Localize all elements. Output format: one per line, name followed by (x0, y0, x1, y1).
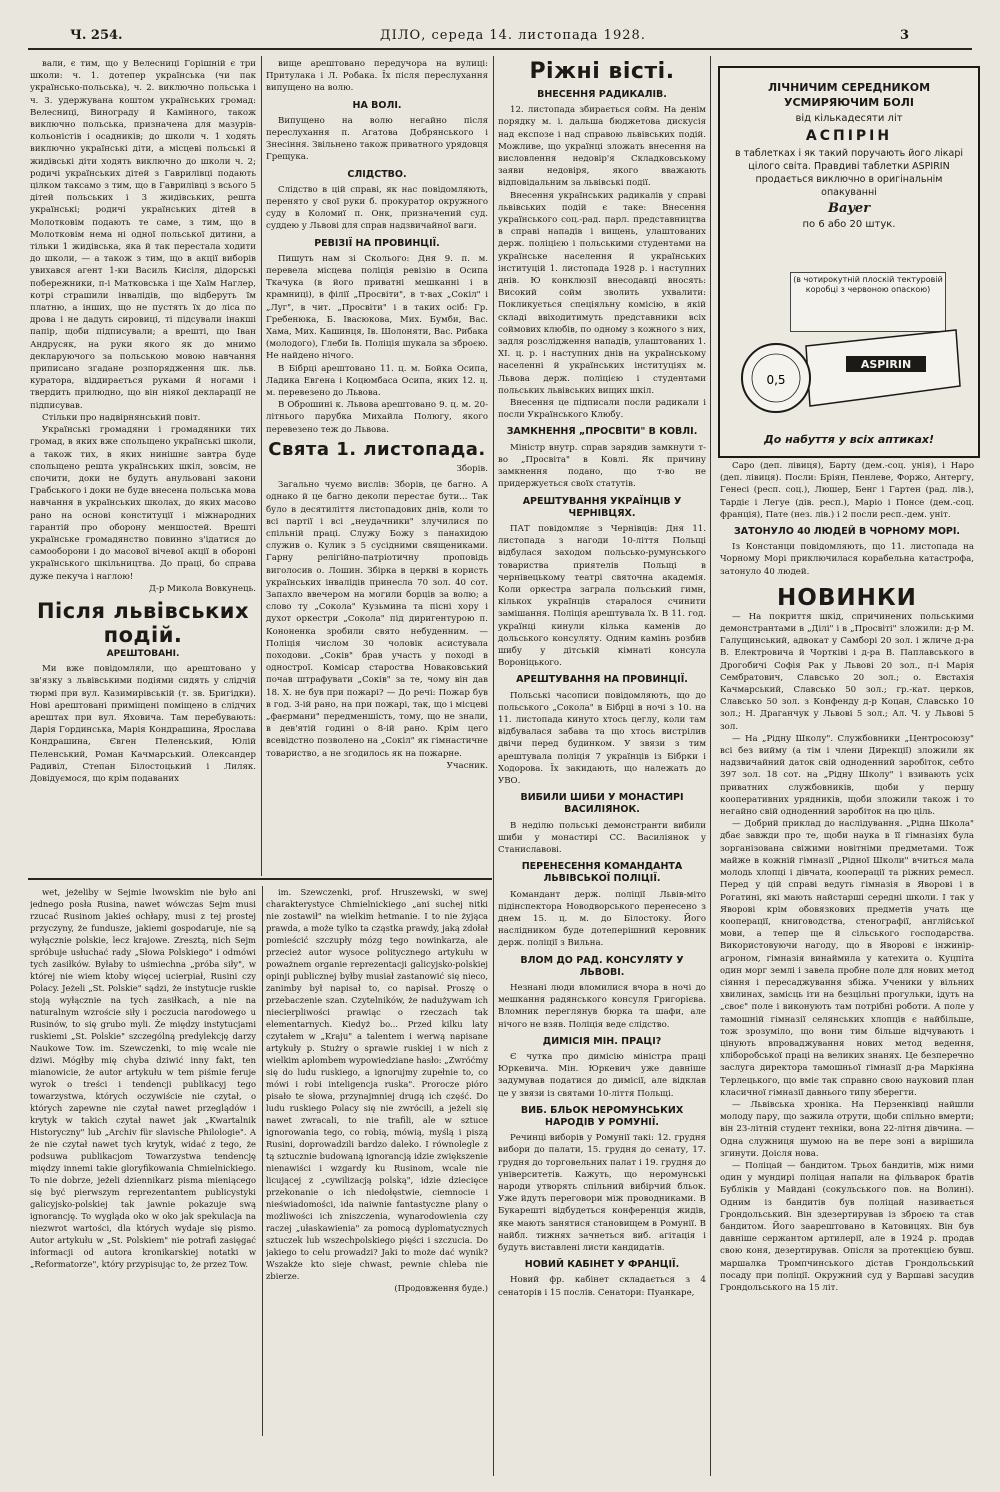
article-subhead: АРЕШТОВАНІ. (106, 648, 180, 659)
article-paragraph: Внесення це підписали посли радикали і посли Українського Клюбу. (498, 398, 706, 421)
section-heading: ЗАТОНУЛО 40 ЛЮДЕЙ В ЧОРНОМУ МОРІ. (734, 526, 960, 538)
section-heading: ДИМІСІЯ МІН. ПРАЦІ? (542, 1035, 662, 1047)
article-paragraph: Незнані люди вломилися вчора в ночі до мешкання радянського консуля Григорієва. Вломник переглянув бюрка та шафи, але нічого не взяв. Поліція веде слідство. (498, 983, 706, 1030)
package-label: ASPIRIN (860, 358, 912, 371)
article-paragraph: Речинці виборів у Ромунії такі: 12. грудня вибори до палати, 15. грудня до сенату, 17. грудня до торговельних палат і 19. грудня до університетів. Кажуть, що неромунські народи утворять спільний вибірчий бльок. Уже йдуть переговори між проводниками. В Букарешті відбудеться конференція жидів, яке мають занятися становищем в Ромунії. В найбл. тижнях зачнеться виб. агітація і будуть виставлені листи кандидатів. (498, 1133, 706, 1254)
article-paragraph: Українські громадяни і громадяники тих громад, в яких вже спольщено українські школи, а також тих, в яких нинішнє завтра буде спольщено решта українських шкіл, зовсім, не спочити, доки не будуть анульовані закони Грабського і доки не буде внесена польська мова навчання в українських школах, до яких масово рано на основі конституції і міжнародних гарантій про оборону меншостей. Врешті українське громадянство повинно з'ідатися до самооборони і до масової вічевої акції в обороні українського шкільництва. До праці, бо справа дуже пекуча і наглою! (30, 425, 256, 582)
article-paragraph: В неділю польські демонстранти вибили шиби у монастирі СС. Василіянок у Станиславові. (498, 820, 706, 855)
byline: Зборів. (456, 463, 488, 474)
article-paragraph: Новий фр. кабінет складається з 4 сенаторів і 15 послів. Сенатори: Пуанкаре, (498, 1275, 706, 1298)
page-number: 3 (900, 28, 910, 43)
issue-number: Ч. 254. (70, 28, 123, 43)
article-paragraph: Пишуть нам зі Сколього: Дня 9. п. м. перевела місцева поліція ревізію в Осипа Ткачука (в його приватні мешканні і в крамниці), в філії „Просвіти", в т-вах „Сокіл" і „Луг", в чит. „Просвіти" і в таких осіб: Гр. Гребенюка, Б. Івасюкова, Мих. Бумби, Вас. Хама, Мих. Кашинця, Ів. Шолоняти, Вас. Рибака (молодого), Глеби Ів. Поліція шукала за зброєю. Не найдено нічого. (266, 253, 488, 362)
news-item: — На покриття шкід, спричинених польськими демонстрантами в „Ділі" і в „Просвіті" зложили: д-р М. Галущинський, адвокат у Самборі 20 зол. і жличе д-ра В. Електровича й Чортківі і д-ра В. Паплавського в Дрогобичі Софія Рак у Львові 20 зол., п-і Марія Сембратович, Славсько 20 зол.; о. Евстахія Качмарський, Славсько 50 зол.; гр.-кат. церков, Славсько 50 зол. з Конфенду д-р Коцан, Славсько 10 зол.; Н. Драганчук у Львові 5 зол.; Ал. Ч. у Львові 5 зол. (720, 611, 974, 732)
article-paragraph: im. Szewczenki, prof. Hruszewski, w swej charakterystyce Chmielnickiego „ani suchej nitki nie zostawił" na wielkim hetmanie. I to nie żyjąca prawda, a może tylko ta cząstka prawdy, jaką zdołał pomieścić szczupły mózg tego nowinkarza, ale przecież autor wysoce politycznego artykułu w poważnem organie reprezentacji galicyjsko-polskiej opinji publicznej byłby musiał zastanowić się nieco, zanimby był napisał to, co napisał. Proszę o przebaczenie szan. Czytelników, że nadużywam ich niecierpliwości prawiąc o rzeczach tak elementarnych. Kiedyż bo... Przed kilku laty czytałem w „Kraju" a talentem i werwą napisane artykuły p. Stużry o sprawie ruskiej i w nich z wielkim aplombem wypowiedziane hasło: „Zwróćmy się do ludu ruskiego, a ignorujmy zupełnie to, co mówi i robi inteligencja ruska". Prorocze pióro pisało te słowa, przynajmniej drugą ich część. Do ludu ruskiego Polacy się nie zwrócili, a jeżeli się nawet zwracali, to nie trafili, ale w sztuce ignorowania tego, co robią, mówią, myślą i piszą Rusini, doprowadzili bardzo daleko. I równolegle z tą sztucznie budowaną ignorancją idzie zwiększenie nienawiści i wzgardy ku Rusinom, wcale nie licującej z „cywilizacją polską", idzie dziecięce przekonanie o ich niedołęstwie, ciemnocie i nieświadomości, ida naiwnie fantastyczne plany o możliwości ich zniszczenia, wynarodowienia czy raczej „ułaskawienia" za pomocą dyplomatycznych sztuczek lub wszechpolskiego pięści i szczucia. Do jakiego to celu prowadzi? Jaki to może dać wynik? Wszakże kto sieje chwast, pewnie chleba nie zbierze. (266, 887, 488, 1281)
section-heading: НОВИЙ КАБІНЕТ У ФРАНЦІЇ. (524, 1259, 680, 1271)
article-headline: Після львівських подій. (36, 598, 250, 647)
polish-column-right (266, 886, 488, 1434)
section-heading: РЕВІЗІЇ НА ПРОВИНЦІЇ. (314, 237, 440, 249)
ad-footer: До набуття у всіх аптиках! (764, 433, 934, 446)
article-paragraph: ПАТ повідомляє з Чернівців: Дня 11. листопада з нагоди 10-ліття Польщі відбулася заходом польсько-румунського товариства приятелів Польщі в чернівецькому театрі святочна академія. Коли оркестра заграла польський гимн, кількох українців старалося счинити замішання. Поліція арештувала їх. В 11. год. українці кинули кілька каменів до дольського консуляту. Одним камінь розбив шибу у дітській кімнаті консула Вороніцького. (498, 523, 706, 669)
section-heading: АРЕШТУВАННЯ НА ПРОВИНЦІЇ. (516, 674, 688, 686)
article-paragraph: wet, jeżeliby w Sejmie lwowskim nie było ani jednego posła Rusina, nawet wówczas Sejm musi rzucać Rusinom jakieś ochłapy, musi z tej prostej przyczyny, że fundusze, jakiemi gospodaruje, nie są wyłącznie polskie, lecz krajowe. Zresztą, nich Sejm spróbuje usłuchać rady „Słowa Polskiego" i odmówi tych zasiłków. Byłaby to uśmiechna „próba siły", w której nie wiem ktoby więcej ucierpiał, Rusini czy Polacy. Jeżeli „St. Polskie" sądzi, że instytucje ruskie stoją wyłącznie na tych zasiłkach, a nie na naturalnym wzroście siły i poczucia narodowego u Rusinów, to się grubo myli. Że między instytucjami ruskiemi „St. Polskie" szczególną predylekcję darzy Naukowe Tow. im. Szewczenki, to mię wcale nie dziwi. Mógłby mię chyba dziwić inny fakt, ten mianowicie, że autor artykułu w tem piśmie feruje wyrok o treści i tendencji publikacyj tego towarzystwa, których oczywiście nie czytał, o których zapewne nie czytał nawet przeglądów i krytyk w takich czytał nawet jak „Kwartalnik Historyczny" lub „Archiv für slavische Philologie". A że nie czytał nawet tych krytyk, widać z tego, że podsuwa publikacjom Towarzystwa tendencję między innemi takie gloryfikowania Chmielnickiego. To nie dobrze, jeżeli dziennikarz pisma mieniącego się być pierwszym reprezentantem publicystyki galicyjsko-polskiej tak jawnie pokazuje swą ignorancję. To wygląda oko w oko jak spekulacja na niezwrot wartości, dla których wydaje się pismo. Autor artykułu w „St. Polskiem" nie potrafi zasięgać informacji od autora kronikarskiej notatki w „Reformatorze", który przypisując to, że przez Tow. (30, 887, 256, 1269)
article-paragraph: Слідство в цій справі, як нас повідомляють, перенято у свої руки б. прокуратор окружного суду в Коломиї п. Онк, призначений суд. суддею у Львові для справ надзвичайної ваги. (266, 184, 488, 232)
column-2 (266, 58, 488, 876)
ad-text: в таблетках і як такий поручають його лікарі цілого світа. Правдиві таблетки ASPIRIN продається виключно в оригінальнім опакуванні (734, 148, 964, 198)
article-headline: Свята 1. листопада. (268, 438, 486, 460)
article-paragraph: Міністр внутр. справ зарядив замкнути т-во „Просвіта" в Ковлі. Як причину замкнення подано, що т-во не придержується своїх статутів. (498, 442, 706, 490)
article-paragraph: вали, є тим, що у Велесниці Горішній є три школи: ч. 1. дотепер українська (чи пак українсько-польська), ч. 2. виключно польська і ч. 3. удержувана коштом українських громад: Велесниці, Винограду й Камінного, також виключно польська, призначена для мазурів-кольоністів і осадників; до школи ч. 1 ходять виключно українські діти, а місцеві польські й жидівські діти ходять виключно до школи ч. 2; родичі українських дітей з Гаврилівці подають цілком таксамо з тим, що в Гаврилівці з всього 5 дітей польських і 3 жидівських, решта українські; родичі українських дітей в Молотковім подають те саме, з тим, що в Молотковім нема ні одної польської дитини, а тільки 1 жидівська, яка й так перестала ходити до школи, — а також з тим, що в акції виборів увихався агент 1-ки Василь Кисіля, дідорські побережники, п-і Матковська і ще Хаїм Наглер, котрі страшили інвалідів, що відберуть їм платню, а інших, що не пустять їх до ліса по дрова і не дадуть сировиці, ті підсували інакші папір, щоби підписували; а врешті, що Іван Андрусяк, на руки якого як до мнимо декларуючого за польською мовою навчання приписано згадане розпорядження шк. льв. куратора, віддирається руками й ногами і твердить прилюдно, що він ніякої декларації не підписував. (30, 59, 256, 411)
signature: Учасник. (446, 760, 488, 771)
article-paragraph: Командант держ. поліції Львів-міто підінспектора Новодворського перенесено з днем 15. ц. м. до Білостоку. Його наслідником буде дотеперішний керовник держ. поліції з Вильна. (498, 889, 706, 949)
ad-text: по 6 або 20 штук. (802, 219, 896, 230)
column-divider (493, 56, 494, 1476)
bayer-logo: Bayer (827, 201, 871, 216)
column-divider (261, 56, 262, 876)
news-item: — Поліцай — бандитом. Трьох бандитів, між ними один у мундирі поліцая напали на фільварок братів Бубліків у Майдані (сокульського пов. на Волині). Одним із бандитів був поліцай називається Грондольський. Він здезертирував із зброєю та став бандитом. Його заарештовано в Катовицях. Він був давніше сержантом артилерії, але в 1924 р. продав свою коня, дезертирував. Опісля за протекцією бувш. маршалка Тромпчинського дістав Грондольський посаду при поліції. Окружний суд у Варшаві засудив Грондольського на 15 літ. (720, 1160, 974, 1293)
continuation-note: (Продовження буде.) (394, 1283, 488, 1293)
tablet-dose: 0,5 (766, 373, 786, 387)
article-headline: НОВИНКИ (777, 584, 917, 611)
section-heading: НА ВОЛІ. (352, 99, 402, 111)
ad-brand: АСПІРІН (805, 128, 893, 144)
header-rule (28, 48, 972, 50)
article-paragraph: Із Констанци повідомляють, що 11. листопада на Чорному Морі приключилася корабельна катастрофа, затонуло 40 людей. (720, 542, 974, 577)
article-paragraph: Є чутка про димісію міністра праці Юркевича. Мін. Юркевич уже давніше задумував податися до димісії, але відклав це у звязи із святами 10-ліття Польщі. (498, 1052, 706, 1099)
polish-column-left (30, 886, 256, 1434)
news-item: — Добрий приклад до наслідування. „Рідна Школа" дбає завжди про те, щоби наука в її гімназіях була зорганізована свіжими новітніми предметами. Тож майже в кожній гімназії „Рідної Школи" вчиться мала молодь хлопці і дівчата, кооперації та ріжних ремесл. Перед у цій справі ведуть гімназія в Яворові і в Рогатині, які мають найстарші середні школи. І так у Яворові крім обовязкових предметів учать ще кооперації, книговодства, стенографії, англійської мови, а тепер ще й сільського господарства. Використовуючи нагоду, що в Яворові є інжинір-агроном, гімназія винаймила у катехита о. Куцпіта один морг землі і завела пробне поле для нових метод сіяння і пересаджування збіжа. Ученики у вільних хвилинах, замісць іти на безцільні прогульки, ідуть на „своє" поле і виконують там потрібні роботи. А поле у тамошній гімназії селянських хлопців є найбільше, тож зрозуміло, що вони тим більше відчувають і цінують впроваджування нових метод ведення, хліборобської праці на великих знанях. Це безперечно заслуга директора тамошньої гімназії д-ра Маркіяна Терлецького, що вміє так справно свою науковий план класичної гімназії давнього типу зберегти. (720, 819, 974, 1098)
column-1 (30, 58, 256, 876)
article-paragraph: Польські часописи повідомляють, що до польського „Сокола" в Бібрці в ночі з 10. на 11. листопада кинуто хтось цеглу, коли там відбувалася забава та що хтось вистрілив двічи перед будинком. У звязи з тим арештувала поліція 7 українців із Бібрки і Ходорова. Їх закидають, що належать до УВО. (498, 690, 706, 786)
ad-packaging-note: (в чотирокутній плоскій тектуровій коробці з червоною опаскою) (790, 272, 946, 332)
masthead: ДІЛО, середа 14. листопада 1928. (380, 28, 646, 43)
signature: Д-р Микола Вовкунець. (148, 583, 256, 594)
aspirin-advertisement (718, 66, 980, 458)
aspirin-package-illustration (736, 326, 962, 418)
section-rule (28, 878, 492, 880)
article-paragraph: 12. листопада збирається сойм. На денім порядку м. і. дальша бюджетова дискусія над експозе і над справою львівських подій. Можливе, що українці зложать внесення на висловлення недовір'я Складковському заяви недовіря, якого вважають відповідальним за львівські події. (498, 105, 706, 189)
news-item: — На „Рідну Школу". Службовники „Центросоюзу" всі без вийму (а тім і члени Дирекції) зложили як надзвичайний даток свій одноденний заробіток, себто 397 зол. 18 сот. на „Рідну Школу" і взивають усіх приватних службовників, щоби у першу кооперативних урядників, щоби зложили також і то негайно свій одноденний заробіток на цю ціль. (720, 733, 974, 818)
article-paragraph: вище арештовано передучора на вулиці: Притулака і Л. Робака. Їх після переслухання випущено на волю. (266, 59, 488, 94)
section-heading: СЛІДСТВО. (347, 168, 407, 180)
column-3 (498, 58, 706, 1476)
section-heading: ЗАМКНЕННЯ „ПРОСВІТИ" В КОВЛІ. (506, 426, 698, 438)
section-heading: АРЕШТУВАННЯ УКРАЇНЦІВ У ЧЕРНІВЦЯХ. (522, 495, 682, 519)
article-paragraph: Загально чуємо вислів: Зборів, це багно. А однако й це багно деколи перестає бути... Так було в десятиліття листопадових днів, коли то всі партії і всі „неудачники" злучилися по спільній праці. Служу Божу з панахидою служив о. Кулик з 5 сусідними священиками. Гарну релігійно-патріотичну проповідь виголосив о. Лошин. Збірка в церкві в користь українських інвалідів принесла 70 зол. 40 сот. Запахло ввечером на могили борців за волю; а слово ту „Сокола" Кузьмина та пісні хору і духот оркестри „Сокола" під диригентурою п. Кононенка зробили свято небуденним. — Поліція числом 30 чоловік асистувала походови. „Соків" брав участь у поході в однострої. Комісар староства Новаковський почав штрафувати „Соків" за те, чому він дав 18. Х. не був при пожарі? — До речі: Пожар був в год. 3-ій рано, на при пожарі, так, що і місцеві „фаєрмани" передменшість, тому, що не знали, в дев'ятій годині о 8-ій рано. Крім цего всевідстно позволено на „Сокіл" як гімнастичне товариство, а не згодилось як на пожарне. (266, 480, 488, 759)
section-heading: ПЕРЕНЕСЕННЯ КОМАНДАНТА ЛЬВІВСЬКОЇ ПОЛІЦІЇ. (521, 861, 683, 885)
ad-headline: ЛІЧНИЧИМ СЕРЕДНИКОМ УСМИРЯЮЧИМ БОЛІ (767, 81, 931, 109)
article-paragraph: Внесення українських радикалів у справі львівських подій є таке: Внесення українського соц.-рад. парл. представництва в справі нападів і вищень, улаштованих держ. поліцією і польськими студентами на українське населення й українських інституцій 1. листопада 1928 р. і наступних днів. Ю конклюзії внесодавці вносять: Високий сойм зволить ухвалити: Покликується спеціяльну комісію, в якій складі ввіходитимуть представники всіх соймових клюбів, по одному з кожного з них, задля розслідження нападів, улаштованих 1. XI. ц. р. і наступних днів на українському населенні й українських інституціях м. Львова держ. поліцією і студентами польських львівських вищих шкіл. (498, 190, 706, 396)
section-heading: ВИБ. БЛЬОК НЕРОМУНСЬКИХ НАРОДІВ У РОМУНІЇ. (520, 1104, 684, 1129)
article-paragraph: Стільки про надвірнянський повіт. (42, 412, 201, 423)
article-paragraph: В Бібрці арештовано 11. ц. м. Бойка Осипа, Ладика Евгена і Коцюмбаса Осипа, яких 12. ц. м. перевезено до Львова. (266, 363, 488, 399)
column-divider (710, 56, 711, 1476)
column-divider (262, 886, 263, 1436)
section-heading: ВЛОМ ДО РАД. КОНСУЛЯТУ У ЛЬВОВІ. (520, 954, 684, 978)
article-paragraph: Випущено на волю негайно після переслухання п. Агатова Добрянського і Знесіння. Звільнено також приватного урядовця Грещука. (266, 115, 488, 163)
section-heading: ВНЕСЕННЯ РАДИКАЛІВ. (537, 89, 667, 100)
article-paragraph: Ми вже повідомляли, що арештовано у зв'язку з львівськими подіями сидять у слідчій тюрмі при вул. Казимирівській (т. зв. Бригідки). Нові арештовані приміщені поміщено в слідчих арештах при вул. Яховича. Там перебувають: Дарія Гординська, Марія Кондрашина, Ярослава Кондрашина, Євген Пеленський, Юлій Пеленський, Роман Качмарський. Олександер Радивіл, Степан Білостоцький і Лиляк. Довідуємося, що крім подаваних (30, 664, 256, 784)
article-paragraph: Саро (деп. лівиця), Барту (дем.-соц. унія), і Наро (деп. лівиця). Посли: Бріян, Пенлеве, Форжо, Антергу, Генесі (респ. соц.), Люшер, Бенг і Гартен (рад. лів.), Тардіє і Легуе (дів. респ.), Маріо і Понсе (дем.-соц. франція), Пате (нез. лів.) і 2 посли респ.-дем. уніт. (720, 461, 974, 520)
article-paragraph: В Оброшині к. Львова арештовано 9. ц. м. 20-літнього парубка Михайла Полюгу, якого перевезено теж до Львова. (266, 400, 488, 435)
ad-text: від кількадесяти літ (795, 113, 903, 124)
section-heading: ВИБИЛИ ШИБИ У МОНАСТИРІ ВАСИЛІЯНОК. (520, 792, 684, 816)
article-headline: Ріжні вісті. (529, 59, 675, 84)
news-item: — Львівська хроніка. На Перзенківці найшли молоду пару, що зажила отрути, щоби спільно вмерти; він 23-літній студент техніки, вона 22-літня дівчина. — Одна служниця шумою на ве пере зоні а вирішила згинути. Доісля нова. (720, 1099, 974, 1159)
column-4 (720, 460, 974, 1476)
